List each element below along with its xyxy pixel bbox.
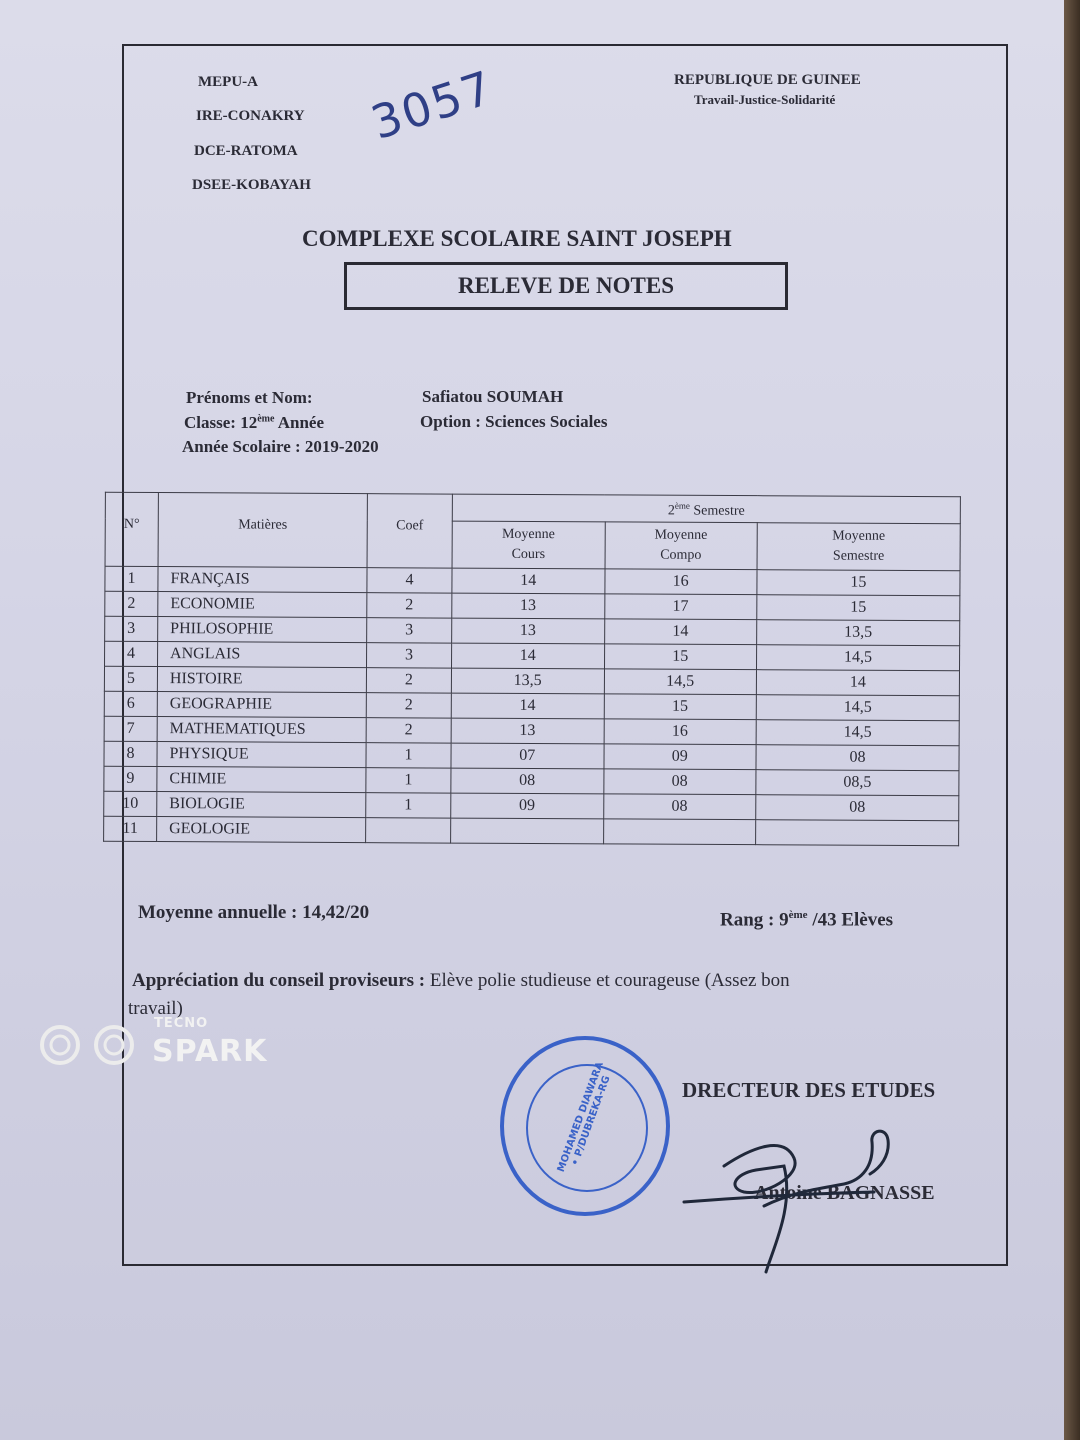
row-number: 11 (104, 816, 157, 841)
row-subject: MATHEMATIQUES (157, 716, 366, 742)
row-moyenne-cours: 13 (451, 718, 604, 744)
row-number: 5 (104, 666, 157, 691)
row-subject: BIOLOGIE (157, 791, 366, 817)
row-coef (366, 817, 451, 842)
row-moyenne-compo: 08 (603, 769, 756, 795)
row-moyenne-semestre (756, 819, 959, 845)
row-moyenne-semestre: 14,5 (756, 719, 959, 745)
school-year: Année Scolaire : 2019-2020 (182, 437, 379, 456)
row-number: 1 (105, 566, 158, 591)
row-moyenne-compo: 08 (603, 794, 756, 820)
document-title: RELEVE DE NOTES (344, 262, 788, 310)
camera-watermark-icon (38, 1022, 148, 1068)
row-moyenne-compo: 14 (604, 619, 757, 645)
table-row (104, 816, 959, 845)
signature-scribble (674, 1096, 914, 1276)
row-moyenne-cours: 13 (452, 618, 605, 644)
row-moyenne-semestre: 08,5 (756, 769, 959, 795)
header-motto: Travail-Justice-Solidarité (694, 92, 836, 107)
option-field: Option : Sciences Sociales (420, 412, 608, 431)
school-name: COMPLEXE SCOLAIRE SAINT JOSEPH (302, 226, 732, 251)
row-coef: 3 (367, 642, 452, 667)
row-moyenne-semestre: 14,5 (756, 694, 959, 720)
header-subject: Matières (158, 493, 367, 568)
row-moyenne-semestre: 13,5 (757, 619, 960, 645)
header-semester: 2ème Semestre (452, 494, 960, 523)
row-moyenne-compo (603, 819, 756, 845)
row-number: 2 (105, 591, 158, 616)
official-stamp (500, 1036, 670, 1216)
header-coef: Coef (367, 494, 452, 568)
row-moyenne-cours: 09 (451, 793, 604, 819)
director-title: DRECTEUR DES ETUDES (682, 1078, 936, 1102)
header-ministry: MEPU-A (198, 74, 258, 90)
row-number: 3 (105, 616, 158, 641)
row-moyenne-semestre: 14 (756, 669, 959, 695)
row-moyenne-cours (451, 818, 604, 844)
row-subject: GEOLOGIE (157, 816, 366, 842)
row-moyenne-semestre: 08 (756, 744, 959, 770)
row-moyenne-cours: 14 (452, 568, 605, 594)
row-moyenne-cours: 14 (451, 693, 604, 719)
watermark-brand-top: TECNO (154, 1016, 209, 1031)
row-coef: 1 (366, 767, 451, 792)
row-moyenne-cours: 07 (451, 743, 604, 769)
annual-average: Moyenne annuelle : 14,42/20 (138, 902, 370, 923)
row-coef: 2 (366, 667, 451, 692)
grades-table (103, 492, 961, 846)
row-coef: 1 (366, 742, 451, 767)
class-field: Classe: 12ème Année (184, 413, 325, 432)
row-moyenne-compo: 15 (604, 694, 757, 720)
row-coef: 2 (367, 592, 452, 617)
row-moyenne-semestre: 15 (757, 594, 960, 620)
row-subject: FRANÇAIS (158, 566, 367, 592)
row-subject: ANGLAIS (158, 641, 367, 667)
header-moyenne-semestre: Moyenne Semestre (757, 522, 960, 570)
row-subject: CHIMIE (157, 766, 366, 792)
row-subject: PHYSIQUE (157, 741, 366, 767)
director-name: Antoine BAGNASSE (754, 1182, 935, 1204)
row-moyenne-compo: 14,5 (604, 669, 757, 695)
row-subject: PHILOSOPHIE (158, 616, 367, 642)
appreciation-line: Appréciation du conseil proviseurs : Elève polie studieuse et courageuse (Assez bon (132, 970, 790, 991)
row-subject: ECONOMIE (158, 591, 367, 617)
row-moyenne-compo: 09 (603, 744, 756, 770)
row-moyenne-cours: 13 (452, 593, 605, 619)
name-label: Prénoms et Nom: (186, 388, 313, 407)
table-surface (1064, 0, 1080, 1440)
row-moyenne-semestre: 15 (757, 569, 960, 595)
header-moyenne-compo: Moyenne Compo (605, 522, 758, 570)
header-dce: DCE-RATOMA (194, 143, 298, 159)
appreciation-line-2: travail) (128, 998, 183, 1019)
stamp-text: MOHAMED DIAWARA • P/DUBREKA-RG (555, 1060, 613, 1174)
row-coef: 2 (366, 717, 451, 742)
row-moyenne-compo: 16 (604, 719, 757, 745)
handwritten-number: 3057 (364, 59, 501, 151)
rank: Rang : 9ème /43 Elèves (720, 909, 894, 931)
row-number: 8 (104, 741, 157, 766)
row-coef: 2 (366, 692, 451, 717)
row-moyenne-semestre: 08 (756, 794, 959, 820)
row-number: 7 (104, 716, 157, 741)
row-moyenne-cours: 13,5 (451, 668, 604, 694)
student-name: Safiatou SOUMAH (422, 387, 564, 406)
row-number: 4 (105, 641, 158, 666)
row-moyenne-compo: 16 (604, 569, 757, 595)
row-subject: HISTOIRE (157, 666, 366, 692)
header-republic: REPUBLIQUE DE GUINEE (674, 72, 861, 88)
row-moyenne-cours: 14 (452, 643, 605, 669)
row-coef: 1 (366, 792, 451, 817)
header-moyenne-cours: Moyenne Cours (452, 521, 605, 569)
row-moyenne-semestre: 14,5 (757, 644, 960, 670)
row-coef: 4 (367, 567, 452, 592)
header-num: N° (105, 492, 158, 566)
row-moyenne-compo: 17 (604, 594, 757, 620)
row-number: 6 (104, 691, 157, 716)
row-moyenne-cours: 08 (451, 768, 604, 794)
watermark-brand-main: SPARK (152, 1034, 268, 1069)
row-subject: GEOGRAPHIE (157, 691, 366, 717)
header-ire: IRE-CONAKRY (196, 108, 305, 124)
row-moyenne-compo: 15 (604, 644, 757, 670)
row-number: 10 (104, 791, 157, 816)
row-coef: 3 (367, 617, 452, 642)
header-dsee: DSEE-KOBAYAH (192, 177, 311, 193)
row-number: 9 (104, 766, 157, 791)
